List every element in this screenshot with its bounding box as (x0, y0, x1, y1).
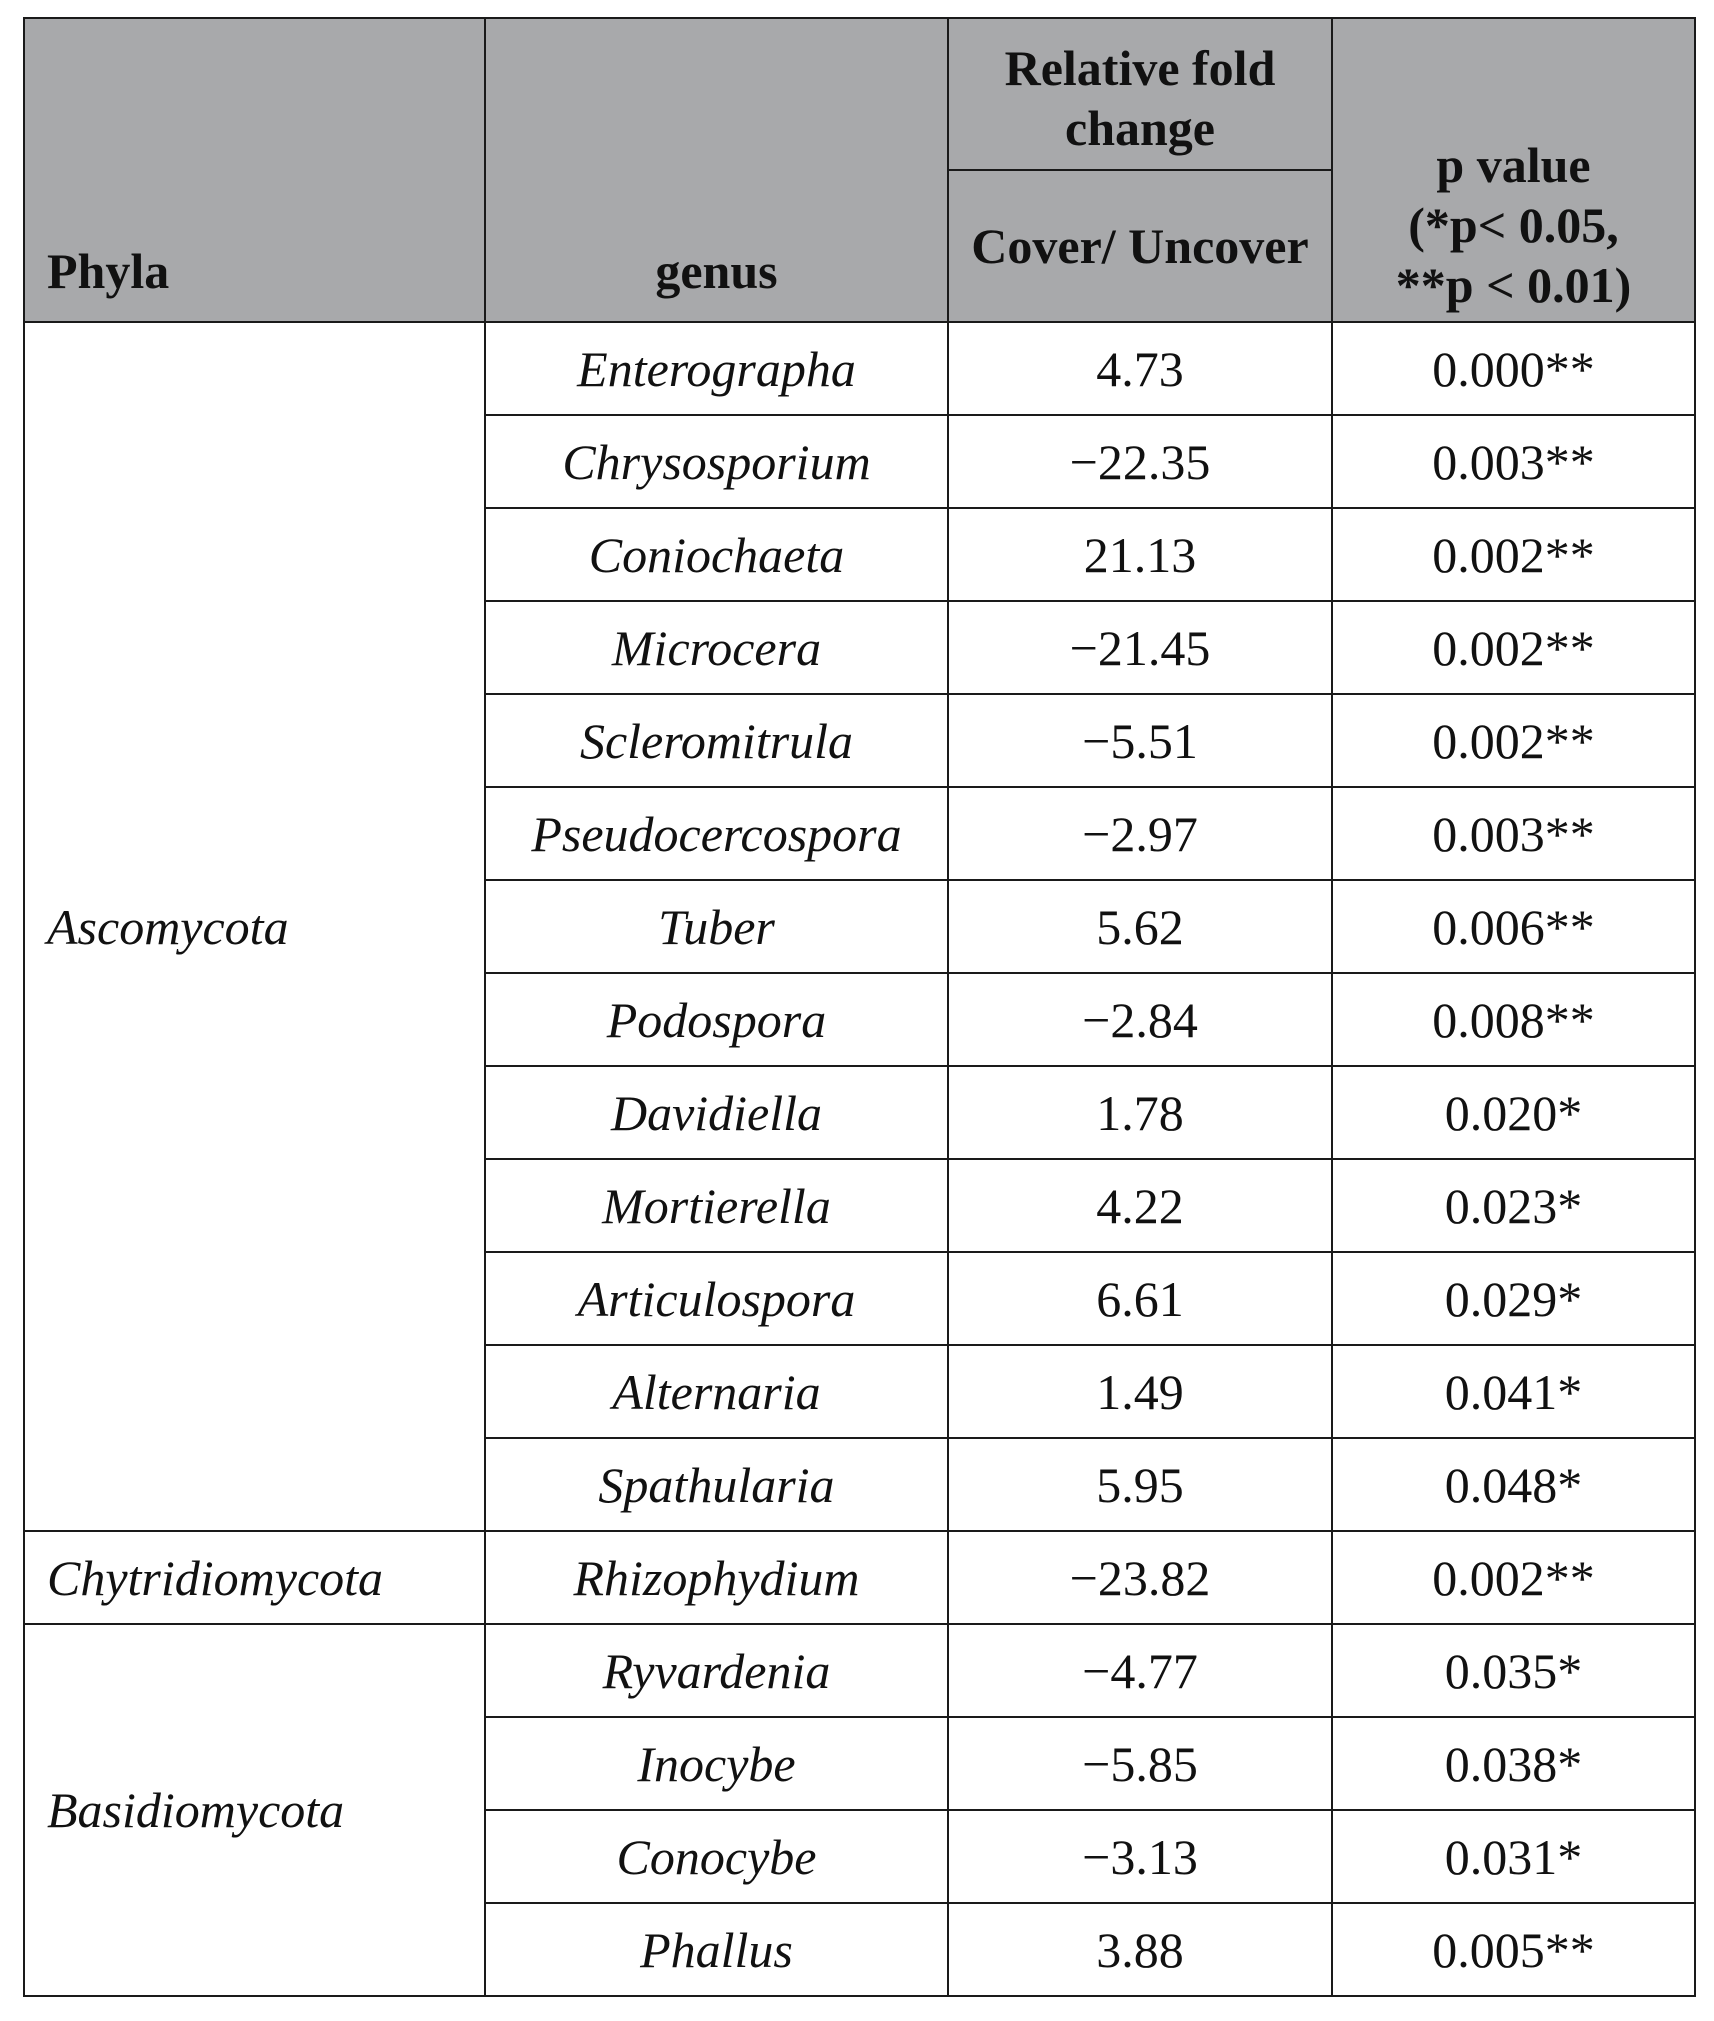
header-p-value-line2: (*p< 0.05, (1408, 197, 1619, 253)
genus-cell: Tuber (485, 880, 948, 973)
header-phyla: Phyla (24, 18, 485, 322)
genus-cell: Enterographa (485, 322, 948, 415)
genus-cell: Microcera (485, 601, 948, 694)
genus-cell: Alternaria (485, 1345, 948, 1438)
genus-cell: Rhizophydium (485, 1531, 948, 1624)
fold-change-cell: −22.35 (948, 415, 1332, 508)
table-row (24, 1531, 1695, 1624)
genus-cell: Articulospora (485, 1252, 948, 1345)
header-genus: genus (485, 18, 948, 322)
fold-change-cell: −2.97 (948, 787, 1332, 880)
fold-change-cell: −2.84 (948, 973, 1332, 1066)
genus-cell: Spathularia (485, 1438, 948, 1531)
fold-change-cell: 3.88 (948, 1903, 1332, 1996)
header-cover-uncover: Cover/ Uncover (948, 170, 1332, 322)
p-value-cell: 0.041* (1332, 1345, 1695, 1438)
fold-change-cell: 4.73 (948, 322, 1332, 415)
p-value-cell: 0.002** (1332, 694, 1695, 787)
table-container (23, 17, 1696, 1997)
fold-change-cell: −21.45 (948, 601, 1332, 694)
p-value-cell: 0.029* (1332, 1252, 1695, 1345)
genus-cell: Chrysosporium (485, 415, 948, 508)
genus-cell: Inocybe (485, 1717, 948, 1810)
table-row (24, 1624, 1695, 1717)
p-value-cell: 0.048* (1332, 1438, 1695, 1531)
header-p-value-line1: p value (1436, 137, 1591, 193)
p-value-cell: 0.002** (1332, 1531, 1695, 1624)
genus-cell: Davidiella (485, 1066, 948, 1159)
fold-change-cell: −5.51 (948, 694, 1332, 787)
phylum-cell: Ascomycota (24, 322, 485, 1531)
p-value-cell: 0.008** (1332, 973, 1695, 1066)
fold-change-cell: −3.13 (948, 1810, 1332, 1903)
p-value-cell: 0.006** (1332, 880, 1695, 973)
header-p-value-line3: **p < 0.01) (1395, 257, 1632, 313)
genus-cell: Mortierella (485, 1159, 948, 1252)
p-value-cell: 0.038* (1332, 1717, 1695, 1810)
genus-cell: Ryvardenia (485, 1624, 948, 1717)
p-value-cell: 0.000** (1332, 322, 1695, 415)
phylum-cell: Basidiomycota (24, 1624, 485, 1996)
genus-cell: Scleromitrula (485, 694, 948, 787)
fold-change-cell: 1.49 (948, 1345, 1332, 1438)
genus-cell: Pseudocercospora (485, 787, 948, 880)
p-value-cell: 0.005** (1332, 1903, 1695, 1996)
p-value-cell: 0.020* (1332, 1066, 1695, 1159)
fold-change-cell: 1.78 (948, 1066, 1332, 1159)
p-value-cell: 0.002** (1332, 601, 1695, 694)
fold-change-cell: 4.22 (948, 1159, 1332, 1252)
fold-change-cell: 5.62 (948, 880, 1332, 973)
header-p-value (1332, 18, 1695, 322)
genus-cell: Phallus (485, 1903, 948, 1996)
fold-change-cell: 5.95 (948, 1438, 1332, 1531)
genus-cell: Coniochaeta (485, 508, 948, 601)
fold-change-cell: −23.82 (948, 1531, 1332, 1624)
table-header (24, 18, 1695, 322)
p-value-cell: 0.035* (1332, 1624, 1695, 1717)
p-value-cell: 0.023* (1332, 1159, 1695, 1252)
genus-cell: Conocybe (485, 1810, 948, 1903)
table-body (24, 322, 1695, 1996)
p-value-cell: 0.003** (1332, 787, 1695, 880)
fungal-genera-table (23, 17, 1696, 1997)
fold-change-cell: −4.77 (948, 1624, 1332, 1717)
p-value-cell: 0.002** (1332, 508, 1695, 601)
header-fold-change: Relative fold change (948, 18, 1332, 170)
table-row (24, 322, 1695, 415)
genus-cell: Podospora (485, 973, 948, 1066)
fold-change-cell: 21.13 (948, 508, 1332, 601)
fold-change-cell: −5.85 (948, 1717, 1332, 1810)
p-value-cell: 0.031* (1332, 1810, 1695, 1903)
p-value-cell: 0.003** (1332, 415, 1695, 508)
phylum-cell: Chytridiomycota (24, 1531, 485, 1624)
fold-change-cell: 6.61 (948, 1252, 1332, 1345)
